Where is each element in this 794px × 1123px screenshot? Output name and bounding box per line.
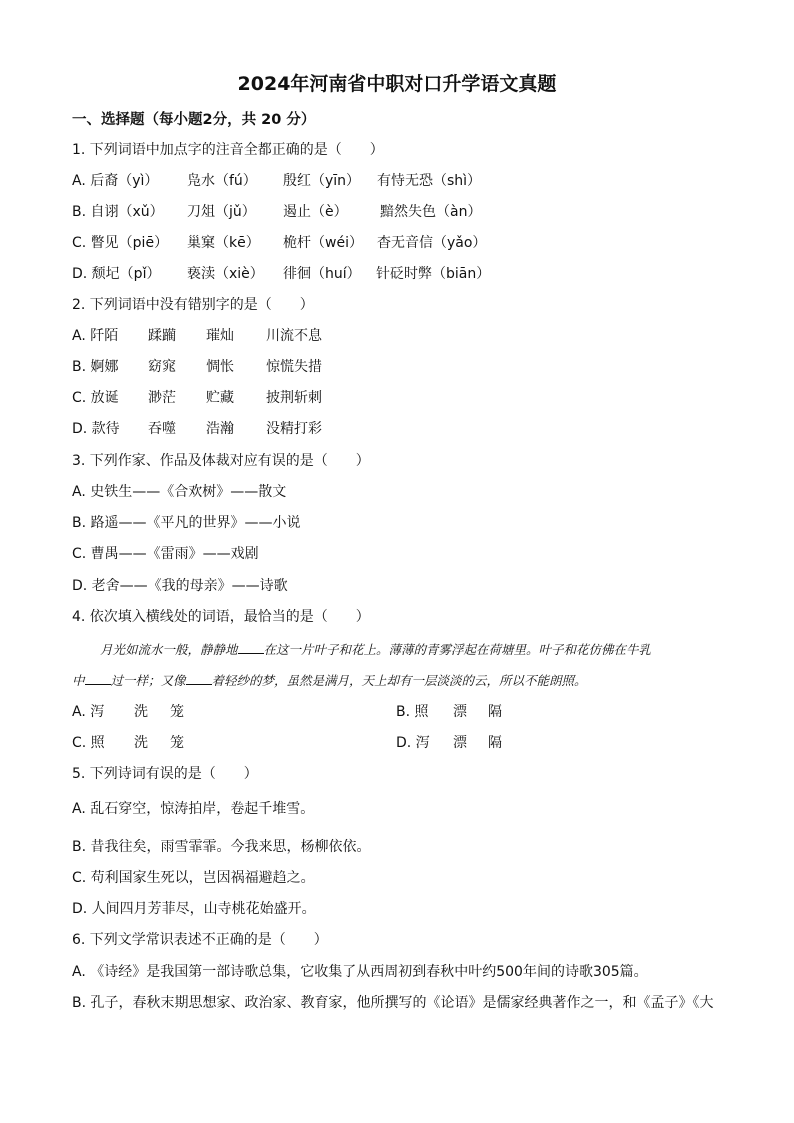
question-4-passage-line-2: 中 过一样；又像 着轻纱的梦，虽然是满月，天上却有一层淡淡的云，所以不能朗照。 [72, 673, 587, 688]
question-6-option-a: A. 《诗经》是我国第一部诗歌总集，它收集了从西周初到春秋中叶约500年间的诗歌305篇。 [72, 964, 648, 980]
question-5-option-b: B. 昔我往矣，雨雪霏霏。今我来思，杨柳依依。 [72, 839, 371, 855]
question-5-option-a: A. 乱石穿空，惊涛拍岸，卷起千堆雪。 [72, 801, 315, 817]
section-heading: 一、选择题（每小题2分，共 20 分） [72, 112, 316, 128]
fill-blank-2 [85, 672, 111, 685]
question-3-option-b: B. 路遥——《平凡的世界》——小说 [72, 515, 301, 531]
question-4-passage-line-1: 月光如流水一般，静静地 在这一片叶子和花上。薄薄的青雾浮起在荷塘里。叶子和花仿佛在牛乳 [100, 642, 652, 657]
question-6-option-b: B. 孔子，春秋末期思想家、政治家、教育家，他所撰写的《论语》是儒家经典著作之一，和《孟子》《大 [72, 995, 714, 1011]
question-3-option-a: A. 史铁生——《合欢树》——散文 [72, 484, 287, 500]
question-5-option-d: D. 人间四月芳菲尽，山寺桃花始盛开。 [72, 901, 316, 917]
question-3-option-d: D. 老舍——《我的母亲》——诗歌 [72, 578, 288, 594]
question-3-option-c: C. 曹禺——《雷雨》——戏剧 [72, 546, 259, 562]
question-6-stem: 6. 下列文学常识表述不正确的是（ ） [72, 932, 328, 948]
question-4-stem: 4. 依次填入横线处的词语，最恰当的是（ ） [72, 609, 370, 625]
page-title: 2024年河南省中职对口升学语文真题 [237, 73, 557, 95]
question-1-stem: 1. 下列词语中加点字的注音全都正确的是（ ） [72, 142, 384, 158]
fill-blank-1 [238, 641, 264, 654]
question-5-option-c: C. 苟利国家生死以，岂因祸福避趋之。 [72, 870, 315, 886]
question-2-stem: 2. 下列词语中没有错别字的是（ ） [72, 297, 314, 313]
question-3-stem: 3. 下列作家、作品及体裁对应有误的是（ ） [72, 453, 370, 469]
fill-blank-3 [186, 672, 212, 685]
exam-page: 2024年河南省中职对口升学语文真题 一、选择题（每小题2分，共 20 分） 1. 下列词语中加点字的注音全都正确的是（ ） A. 后裔（yì） 凫水（fú） 殷红（yīn） 有恃无恐（shì） B. 自诩（xǔ） 刀俎（jǔ） 遏止（è） 黯然失色（àn） C. 瞥见（piē） 巢窠（kē） 桅杆（wéi） 杳无音信（yǎo） D. 颓圮（pǐ） 亵渎（xiè） 徘徊（huí） 针砭时弊（biān） 2. 下列词语中没有错别字的是（ ） A. 阡陌 蹂躏 璀灿 川流不息 B. 婀娜 窈窕 惆怅 惊慌失措 C. 放诞 渺茫 贮藏 披荆斩刺 D. 款待 吞噬 浩瀚 没精打彩 3. 下列作家、作品及体裁对应有误的是（ ） A. 史铁生——《合欢树》——散文 B. 路遥——《平凡的世界》——小说 C. 曹禺——《雷雨》——戏剧 D. 老舍——《我的母亲》——诗歌 4. 依次填入横线处的词语，最恰当的是（ ） 月光如流水一般，静静地 在这一片叶子和花上。薄薄的青雾浮起在荷塘里。叶子和花仿佛在牛乳 中 过一样；又像 着轻纱的梦，虽然是满月，天上却有一层淡淡的云，所以不能朗照。 A. 泻 洗 笼 B. 照 漂 隔 C. 照 洗 笼 D. 泻 漂 隔 5. 下列诗词有误的是（ ） A. 乱石穿空，惊涛拍岸，卷起千堆雪。 B. 昔我往矣，雨雪霏霏。今我来思，杨柳依依。 C. 苟利国家生死以，岂因祸福避趋之。 D. 人间四月芳菲尽，山寺桃花始盛开。 6. 下列文学常识表述不正确的是（ ） A. 《诗经》是我国第一部诗歌总集，它收集了从西周初到春秋中叶约500年间的诗歌305篇。 B. 孔子，春秋末期思想家、政治家、教育家，他所撰写的《论语》是儒家经典著作之一，和《孟子》《大 [0, 0, 794, 1123]
question-5-stem: 5. 下列诗词有误的是（ ） [72, 766, 258, 782]
